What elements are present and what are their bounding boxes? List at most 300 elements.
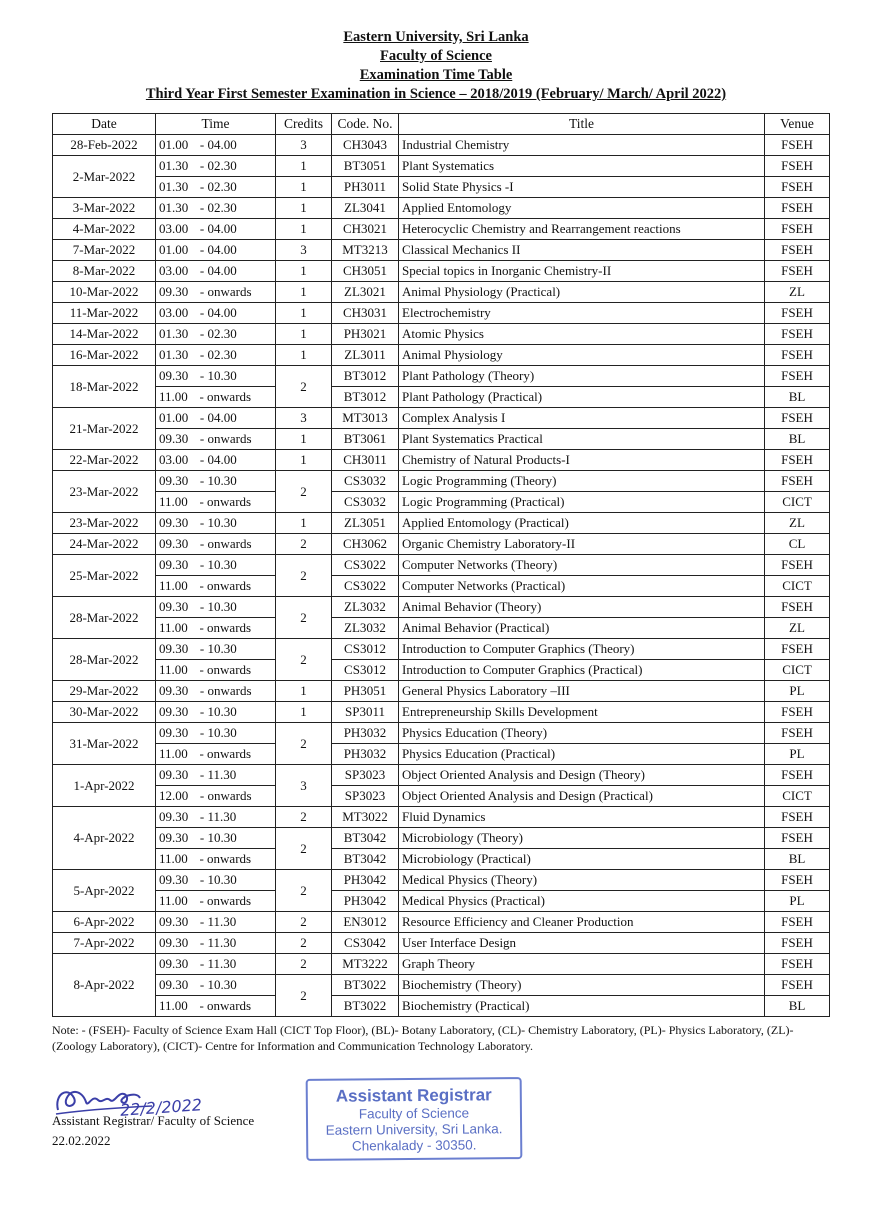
cell-time (156, 723, 276, 744)
cell-time (156, 219, 276, 240)
cell-venue: CICT (765, 576, 830, 597)
time-from: 01.30 (159, 347, 189, 362)
cell-date: 7-Mar-2022 (53, 240, 156, 261)
time-separator: - (199, 893, 204, 908)
time-from: 01.30 (159, 200, 189, 215)
time-to: onwards (207, 620, 252, 635)
time-to: 02.30 (207, 158, 237, 173)
time-from: 09.30 (159, 725, 189, 740)
table-row (53, 513, 830, 534)
cell-code: CS3022 (332, 555, 399, 576)
cell-credits: 3 (276, 408, 332, 429)
cell-credits: 2 (276, 639, 332, 681)
time-to: 10.30 (207, 557, 237, 572)
cell-time (156, 786, 276, 807)
cell-time (156, 660, 276, 681)
time-separator: - (199, 221, 205, 236)
cell-code: BT3012 (332, 387, 399, 408)
cell-title: Industrial Chemistry (399, 135, 765, 156)
time-to: onwards (207, 851, 252, 866)
cell-title: Chemistry of Natural Products-I (399, 450, 765, 471)
cell-code: PH3042 (332, 891, 399, 912)
table-row (53, 912, 830, 933)
stamp-university: Eastern University, Sri Lanka. (325, 1121, 503, 1138)
table-row (53, 555, 830, 576)
cell-code: ZL3032 (332, 618, 399, 639)
cell-title: Introduction to Computer Graphics (Practical) (399, 660, 765, 681)
cell-title: Object Oriented Analysis and Design (Practical) (399, 786, 765, 807)
cell-date: 23-Mar-2022 (53, 471, 156, 513)
cell-venue: FSEH (765, 912, 830, 933)
time-separator: - (199, 284, 205, 299)
time-from: 01.30 (159, 179, 189, 194)
table-row (53, 681, 830, 702)
cell-credits: 1 (276, 156, 332, 177)
cell-credits: 2 (276, 366, 332, 408)
time-separator: - (199, 935, 205, 950)
cell-time (156, 849, 276, 870)
document-type: Examination Time Table (359, 67, 513, 83)
cell-code: SP3011 (332, 702, 399, 723)
time-separator: - (199, 914, 205, 929)
table-row (53, 828, 830, 849)
cell-title: Entrepreneurship Skills Development (399, 702, 765, 723)
time-to: onwards (207, 578, 252, 593)
cell-credits: 3 (276, 765, 332, 807)
cell-title: Applied Entomology (Practical) (399, 513, 765, 534)
stamp-address: Chenkalady - 30350. (351, 1137, 477, 1154)
time-separator: - (199, 599, 205, 614)
cell-venue: ZL (765, 618, 830, 639)
cell-credits: 1 (276, 681, 332, 702)
cell-time (156, 870, 276, 891)
time-separator: - (199, 977, 205, 992)
time-from: 09.30 (159, 284, 189, 299)
cell-time (156, 975, 276, 996)
cell-time (156, 429, 276, 450)
cell-title: Animal Physiology (Practical) (399, 282, 765, 303)
signature-date: 22.02.2022 (52, 1133, 111, 1148)
cell-time (156, 828, 276, 849)
time-separator: - (199, 137, 205, 152)
time-from: 01.30 (159, 158, 189, 173)
cell-date: 28-Feb-2022 (53, 135, 156, 156)
cell-credits: 1 (276, 198, 332, 219)
cell-venue: CICT (765, 786, 830, 807)
cell-title: Medical Physics (Theory) (399, 870, 765, 891)
table-header-row (53, 114, 830, 135)
time-from: 09.30 (159, 515, 189, 530)
cell-venue: FSEH (765, 303, 830, 324)
cell-date: 6-Apr-2022 (53, 912, 156, 933)
time-from: 09.30 (159, 935, 189, 950)
time-to: 02.30 (207, 347, 237, 362)
table-row (53, 408, 830, 429)
cell-time (156, 282, 276, 303)
cell-venue: CL (765, 534, 830, 555)
cell-code: PH3021 (332, 324, 399, 345)
cell-time (156, 198, 276, 219)
document-header (0, 28, 872, 104)
time-from: 09.30 (159, 431, 189, 446)
time-from: 11.00 (159, 494, 188, 509)
cell-date: 8-Mar-2022 (53, 261, 156, 282)
column-header-time: Time (156, 114, 276, 135)
cell-date: 29-Mar-2022 (53, 681, 156, 702)
cell-title: Applied Entomology (399, 198, 765, 219)
cell-code: BT3012 (332, 366, 399, 387)
time-separator: - (199, 620, 204, 635)
cell-date: 24-Mar-2022 (53, 534, 156, 555)
time-to: 10.30 (207, 368, 237, 383)
time-to: 10.30 (207, 977, 237, 992)
time-from: 11.00 (159, 746, 188, 761)
table-row (53, 807, 830, 828)
time-to: 10.30 (207, 872, 237, 887)
time-separator: - (199, 809, 205, 824)
cell-credits: 2 (276, 471, 332, 513)
cell-code: MT3222 (332, 954, 399, 975)
cell-title: Heterocyclic Chemistry and Rearrangement reactions (399, 219, 765, 240)
cell-title: Animal Behavior (Theory) (399, 597, 765, 618)
table-row (53, 471, 830, 492)
cell-date: 7-Apr-2022 (53, 933, 156, 954)
cell-time (156, 366, 276, 387)
cell-venue: ZL (765, 282, 830, 303)
cell-time (156, 450, 276, 471)
cell-credits: 2 (276, 933, 332, 954)
cell-title: Biochemistry (Theory) (399, 975, 765, 996)
time-separator: - (199, 746, 204, 761)
cell-code: PH3051 (332, 681, 399, 702)
time-from: 03.00 (159, 263, 189, 278)
time-from: 12.00 (159, 788, 189, 803)
cell-title: Atomic Physics (399, 324, 765, 345)
time-to: 10.30 (207, 704, 237, 719)
cell-date: 8-Apr-2022 (53, 954, 156, 1017)
cell-time (156, 303, 276, 324)
time-to: 10.30 (207, 830, 237, 845)
cell-credits: 2 (276, 828, 332, 870)
cell-venue: FSEH (765, 765, 830, 786)
table-row (53, 345, 830, 366)
cell-venue: CICT (765, 660, 830, 681)
cell-time (156, 996, 276, 1017)
cell-venue: FSEH (765, 807, 830, 828)
cell-venue: BL (765, 996, 830, 1017)
cell-title: Special topics in Inorganic Chemistry-II (399, 261, 765, 282)
time-separator: - (199, 410, 205, 425)
table-row (53, 240, 830, 261)
time-from: 09.30 (159, 536, 189, 551)
table-row (53, 870, 830, 891)
cell-time (156, 324, 276, 345)
cell-credits: 2 (276, 807, 332, 828)
cell-title: Logic Programming (Theory) (399, 471, 765, 492)
column-header-credits: Credits (276, 114, 332, 135)
cell-date: 1-Apr-2022 (53, 765, 156, 807)
cell-title: User Interface Design (399, 933, 765, 954)
cell-credits: 1 (276, 282, 332, 303)
cell-time (156, 492, 276, 513)
time-separator: - (199, 872, 205, 887)
time-separator: - (199, 242, 205, 257)
time-separator: - (199, 956, 205, 971)
time-to: 10.30 (207, 515, 237, 530)
cell-code: CS3022 (332, 576, 399, 597)
cell-code: MT3213 (332, 240, 399, 261)
timetable-body (53, 135, 830, 1017)
cell-code: SP3023 (332, 786, 399, 807)
time-from: 11.00 (159, 620, 188, 635)
column-header-code: Code. No. (332, 114, 399, 135)
time-separator: - (199, 473, 205, 488)
time-from: 09.30 (159, 473, 189, 488)
table-row (53, 702, 830, 723)
cell-title: Object Oriented Analysis and Design (Theory) (399, 765, 765, 786)
time-from: 11.00 (159, 662, 188, 677)
time-from: 11.00 (159, 998, 188, 1013)
cell-date: 18-Mar-2022 (53, 366, 156, 408)
cell-code: PH3032 (332, 744, 399, 765)
time-from: 01.30 (159, 326, 189, 341)
table-row (53, 639, 830, 660)
table-row (53, 786, 830, 807)
cell-credits: 2 (276, 912, 332, 933)
cell-date: 30-Mar-2022 (53, 702, 156, 723)
time-from: 09.30 (159, 599, 189, 614)
cell-title: Introduction to Computer Graphics (Theory) (399, 639, 765, 660)
cell-venue: BL (765, 849, 830, 870)
cell-code: BT3051 (332, 156, 399, 177)
cell-code: CS3032 (332, 471, 399, 492)
cell-code: PH3011 (332, 177, 399, 198)
table-row (53, 744, 830, 765)
time-separator: - (199, 851, 204, 866)
cell-date: 11-Mar-2022 (53, 303, 156, 324)
cell-time (156, 576, 276, 597)
time-from: 09.30 (159, 872, 189, 887)
cell-title: Physics Education (Practical) (399, 744, 765, 765)
time-to: 11.30 (207, 914, 237, 929)
cell-credits: 1 (276, 702, 332, 723)
cell-venue: FSEH (765, 324, 830, 345)
cell-venue: FSEH (765, 870, 830, 891)
time-to: 10.30 (207, 725, 237, 740)
cell-title: Logic Programming (Practical) (399, 492, 765, 513)
cell-title: Plant Systematics Practical (399, 429, 765, 450)
cell-code: CS3042 (332, 933, 399, 954)
cell-title: Physics Education (Theory) (399, 723, 765, 744)
time-to: onwards (207, 788, 252, 803)
cell-title: Microbiology (Theory) (399, 828, 765, 849)
cell-date: 14-Mar-2022 (53, 324, 156, 345)
table-row (53, 387, 830, 408)
cell-code: BT3042 (332, 828, 399, 849)
cell-venue: FSEH (765, 345, 830, 366)
cell-time (156, 408, 276, 429)
time-from: 11.00 (159, 578, 188, 593)
time-from: 11.00 (159, 893, 188, 908)
time-to: onwards (207, 536, 252, 551)
time-to: 02.30 (207, 179, 237, 194)
time-to: 11.30 (207, 809, 237, 824)
time-to: 10.30 (207, 641, 237, 656)
cell-code: CH3011 (332, 450, 399, 471)
time-to: 11.30 (207, 767, 237, 782)
cell-time (156, 639, 276, 660)
time-separator: - (199, 536, 205, 551)
cell-date: 23-Mar-2022 (53, 513, 156, 534)
cell-date: 21-Mar-2022 (53, 408, 156, 450)
cell-credits: 1 (276, 450, 332, 471)
time-from: 09.30 (159, 977, 189, 992)
cell-code: PH3032 (332, 723, 399, 744)
table-row (53, 765, 830, 786)
cell-code: ZL3032 (332, 597, 399, 618)
cell-time (156, 891, 276, 912)
table-row (53, 366, 830, 387)
cell-credits: 2 (276, 870, 332, 912)
table-row (53, 618, 830, 639)
cell-title: Biochemistry (Practical) (399, 996, 765, 1017)
cell-title: Fluid Dynamics (399, 807, 765, 828)
time-from: 11.00 (159, 851, 188, 866)
time-separator: - (199, 725, 205, 740)
cell-date: 22-Mar-2022 (53, 450, 156, 471)
stamp-faculty: Faculty of Science (358, 1105, 470, 1122)
time-from: 03.00 (159, 452, 189, 467)
time-to: 02.30 (207, 326, 237, 341)
time-to: 04.00 (207, 221, 237, 236)
time-from: 09.30 (159, 830, 189, 845)
cell-code: EN3012 (332, 912, 399, 933)
cell-credits: 1 (276, 303, 332, 324)
table-row (53, 177, 830, 198)
table-row (53, 597, 830, 618)
cell-title: Medical Physics (Practical) (399, 891, 765, 912)
university-name: Eastern University, Sri Lanka (343, 29, 529, 45)
time-from: 01.00 (159, 410, 189, 425)
time-separator: - (199, 200, 205, 215)
cell-venue: CICT (765, 492, 830, 513)
cell-title: Electrochemistry (399, 303, 765, 324)
time-from: 09.30 (159, 704, 189, 719)
time-to: 10.30 (207, 599, 237, 614)
time-to: 04.00 (207, 137, 237, 152)
cell-title: Animal Behavior (Practical) (399, 618, 765, 639)
cell-venue: FSEH (765, 408, 830, 429)
table-row (53, 303, 830, 324)
cell-code: BT3042 (332, 849, 399, 870)
time-separator: - (199, 305, 205, 320)
cell-code: BT3022 (332, 996, 399, 1017)
cell-time (156, 597, 276, 618)
cell-code: MT3013 (332, 408, 399, 429)
cell-venue: PL (765, 681, 830, 702)
cell-time (156, 555, 276, 576)
time-separator: - (199, 452, 205, 467)
cell-credits: 1 (276, 345, 332, 366)
cell-venue: FSEH (765, 261, 830, 282)
cell-venue: FSEH (765, 954, 830, 975)
cell-date: 31-Mar-2022 (53, 723, 156, 765)
cell-code: SP3023 (332, 765, 399, 786)
time-from: 01.00 (159, 242, 189, 257)
time-from: 01.00 (159, 137, 189, 152)
cell-venue: FSEH (765, 639, 830, 660)
cell-credits: 2 (276, 555, 332, 597)
cell-code: ZL3051 (332, 513, 399, 534)
time-separator: - (199, 158, 205, 173)
cell-code: MT3022 (332, 807, 399, 828)
table-row (53, 282, 830, 303)
time-separator: - (199, 179, 205, 194)
table-row (53, 492, 830, 513)
cell-title: Computer Networks (Theory) (399, 555, 765, 576)
cell-date: 28-Mar-2022 (53, 597, 156, 639)
exam-title: Third Year First Semester Examination in Science – 2018/2019 (February/ March/ April 2022) (145, 86, 727, 102)
time-separator: - (199, 830, 205, 845)
time-separator: - (199, 662, 204, 677)
cell-credits: 1 (276, 219, 332, 240)
table-row (53, 891, 830, 912)
cell-venue: FSEH (765, 198, 830, 219)
cell-time (156, 261, 276, 282)
time-separator: - (199, 494, 204, 509)
cell-title: General Physics Laboratory –III (399, 681, 765, 702)
time-separator: - (199, 389, 204, 404)
time-from: 11.00 (159, 389, 188, 404)
cell-credits: 3 (276, 135, 332, 156)
cell-code: CH3031 (332, 303, 399, 324)
cell-title: Classical Mechanics II (399, 240, 765, 261)
column-header-date: Date (53, 114, 156, 135)
venue-note: Note: - (FSEH)- Faculty of Science Exam Hall (CICT Top Floor), (BL)- Botany Laboratory, (CL)- Chemistry Laboratory, (PL)- Physics Laboratory, (ZL)- (Zoology Laboratory), (CICT)- Centre for Information and Communication Technology Laboratory. (52, 1023, 794, 1053)
time-to: 04.00 (207, 242, 237, 257)
time-separator: - (199, 641, 205, 656)
cell-venue: FSEH (765, 555, 830, 576)
cell-venue: FSEH (765, 471, 830, 492)
cell-time (156, 618, 276, 639)
time-to: onwards (207, 284, 252, 299)
time-from: 09.30 (159, 683, 189, 698)
signatory-title: Assistant Registrar/ Faculty of Science (52, 1113, 255, 1128)
cell-venue: FSEH (765, 177, 830, 198)
time-to: 04.00 (207, 263, 237, 278)
table-row (53, 933, 830, 954)
time-from: 09.30 (159, 914, 189, 929)
time-to: onwards (207, 389, 252, 404)
cell-venue: FSEH (765, 366, 830, 387)
time-separator: - (199, 263, 205, 278)
table-row (53, 954, 830, 975)
column-header-title: Title (399, 114, 765, 135)
cell-venue: FSEH (765, 219, 830, 240)
time-separator: - (199, 683, 205, 698)
cell-code: CH3062 (332, 534, 399, 555)
cell-date: 3-Mar-2022 (53, 198, 156, 219)
time-separator: - (199, 326, 205, 341)
time-to: 11.30 (207, 956, 237, 971)
cell-title: Animal Physiology (399, 345, 765, 366)
cell-title: Plant Pathology (Theory) (399, 366, 765, 387)
cell-date: 10-Mar-2022 (53, 282, 156, 303)
time-to: onwards (207, 746, 252, 761)
cell-credits: 2 (276, 534, 332, 555)
cell-code: BT3022 (332, 975, 399, 996)
time-separator: - (199, 767, 205, 782)
